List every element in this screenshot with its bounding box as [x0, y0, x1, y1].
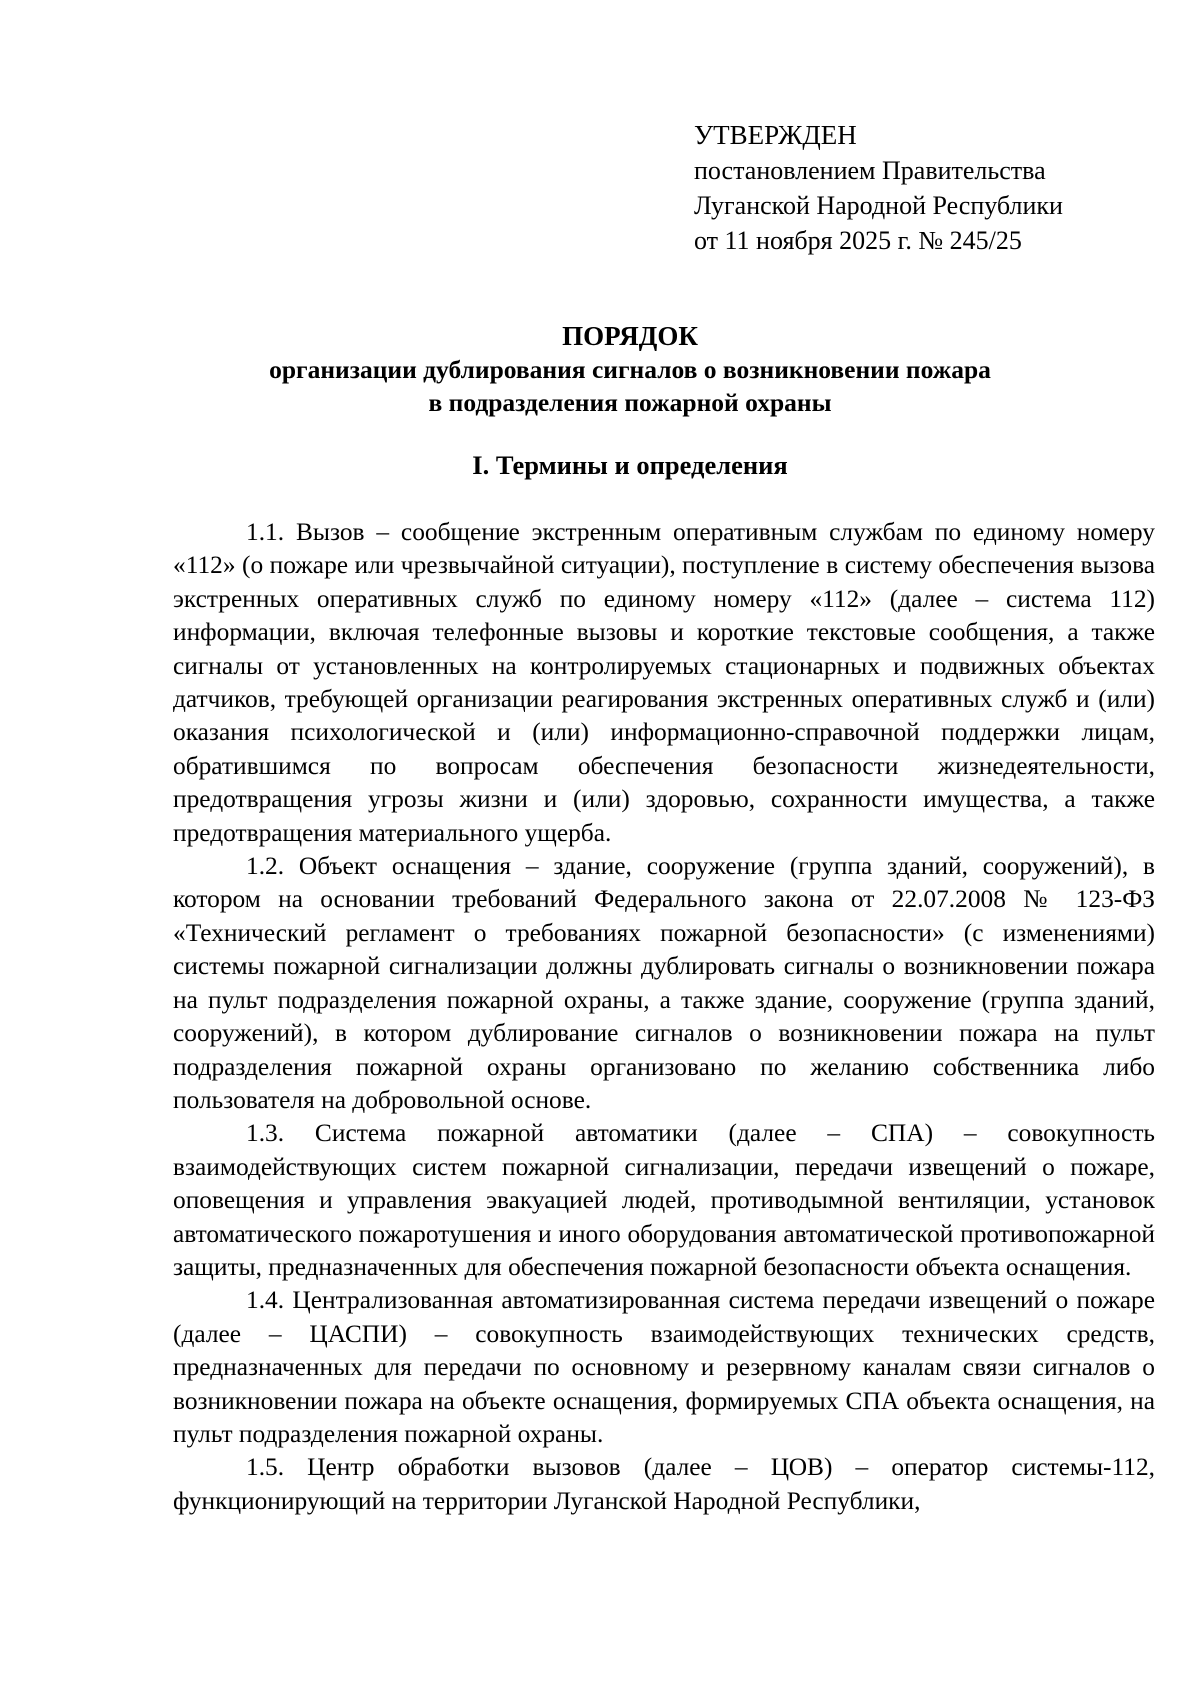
approval-stamp: УТВЕРЖДЕН — [694, 120, 857, 150]
title-line-2: в подразделения пожарной охраны — [428, 388, 832, 417]
document-title — [170, 320, 1090, 419]
paragraph-1-5: 1.5. Центр обработки вызовов (далее – ЦОВ) – оператор системы-112, функционирующий на территории Луганской Народной Республики, — [173, 1453, 1155, 1515]
paragraph-1-2: 1.2. Объект оснащения – здание, сооружение (группа зданий, сооружений), в котором на основании требований Федерального закона от 22.07.2008 № 123-ФЗ «Технический регламент о требованиях пожарной безопасности» (с изменениями) системы пожарной сигнализации должны дублировать сигналы о возникновении пожара на пульт подразделения пожарной охраны, а также здание, сооружение (группа зданий, сооружений), в котором дублирование сигналов о возникновении пожара на пульт подразделения пожарной охраны организовано по желанию собственника либо пользователя на добровольной основе. — [173, 852, 1155, 1114]
approval-line-3: от 11 ноября 2025 г. № 245/25 — [694, 226, 1022, 255]
title-line-1: организации дублирования сигналов о возникновении пожара — [269, 355, 991, 384]
section-heading: I. Термины и определения — [472, 450, 788, 480]
paragraph-1-1: 1.1. Вызов – сообщение экстренным оперативным службам по единому номеру «112» (о пожаре или чрезвычайной ситуации), поступление в систему обеспечения вызова экстренных оперативных служб по единому номеру «112» (далее – система 112) информации, включая телефонные вызовы и короткие текстовые сообщения, а также сигналы от установленных на контролируемых стационарных и подвижных объектах датчиков, требующей организации реагирования экстренных оперативных служб и (или) оказания психологической и (или) информационно-справочной поддержки лицам, обратившимся по вопросам обеспечения безопасности жизнедеятельности, предотвращения угрозы жизни и (или) здоровью, сохранности имущества, а также предотвращения материального ущерба. — [173, 518, 1155, 847]
approval-line-1: постановлением Правительства — [694, 156, 1046, 185]
document-body — [173, 516, 1155, 1518]
approval-block — [694, 118, 1063, 258]
paragraph-1-4: 1.4. Централизованная автоматизированная система передачи извещений о пожаре (далее – ЦАСПИ) – совокупность взаимодействующих технических средств, предназначенных для передачи по основному и резервному каналам связи сигналов о возникновении пожара на объекте оснащения, формируемых СПА объекта оснащения, на пульт подразделения пожарной охраны. — [173, 1286, 1155, 1448]
approval-line-2: Луганской Народной Республики — [694, 191, 1063, 220]
paragraph-1-3: 1.3. Система пожарной автоматики (далее – СПА) – совокупность взаимодействующих систем пожарной сигнализации, передачи извещений о пожаре, оповещения и управления эвакуацией людей, противодымной вентиляции, установок автоматического пожаротушения и иного оборудования автоматической противопожарной защиты, предназначенных для обеспечения пожарной безопасности объекта оснащения. — [173, 1119, 1155, 1281]
document-type: ПОРЯДОК — [562, 321, 698, 351]
